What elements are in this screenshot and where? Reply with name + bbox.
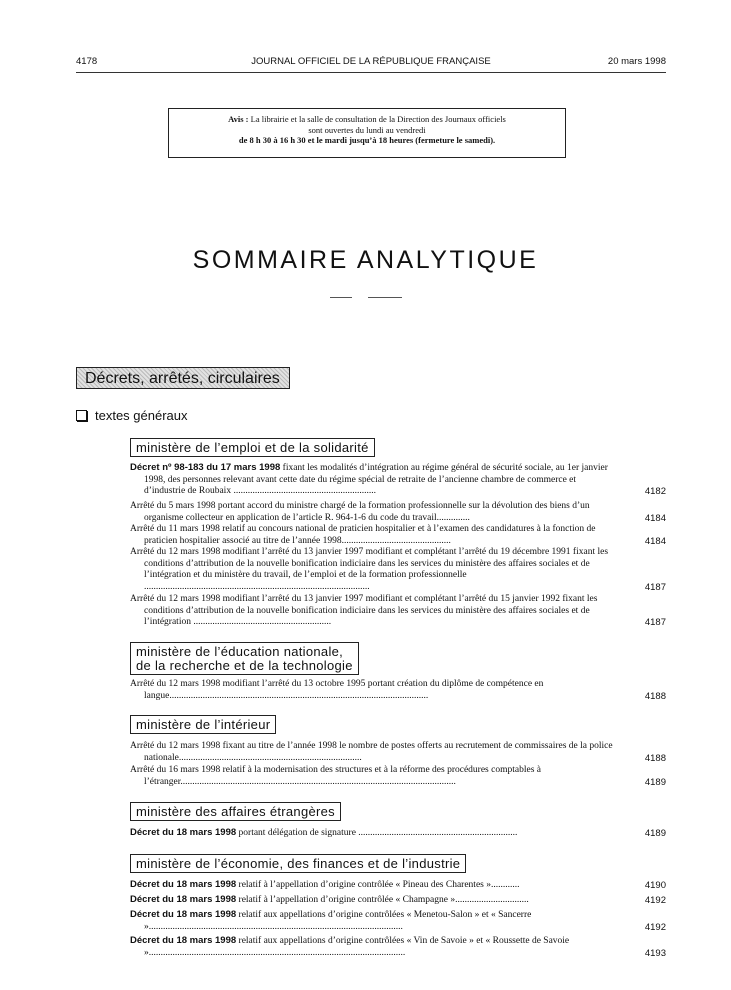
notice-line-2: sont ouvertes du lundi au vendredi: [308, 124, 426, 135]
entry-page: 4188: [644, 690, 666, 702]
entry-page: 4192: [644, 895, 666, 906]
entry-text: Arrêté du 12 mars 1998 fixant au titre de l’année 1998 le nombre de postes offerts au recrutement de commissaires de la police nationale.............................................................................: [130, 741, 613, 763]
page-title: SOMMAIRE ANALYTIQUE: [192, 246, 539, 274]
entry-bold: Décret du 18 mars 1998: [130, 909, 237, 920]
entry-text: relatif aux appellations d’origine contrôlées « Vin de Savoie » et « Roussette de Savoie »............................................................................................................: [144, 936, 570, 958]
ministry-heading-economie: ministère de l’économie, des finances et de l’industrie: [130, 854, 466, 873]
entry-text: relatif à l’appellation d’origine contrôlée « Champagne »...............................: [236, 895, 529, 905]
notice-line-1: La librairie et la salle de consultation de la Direction des Journaux officiels: [250, 114, 506, 124]
entry-bold: Décret nº 98-183 du 17 mars 1998: [130, 462, 281, 473]
entry-page: 4189: [644, 828, 666, 839]
entry-page: 4193: [644, 947, 666, 959]
entry-bold: Décret du 18 mars 1998: [130, 827, 237, 838]
ministry-heading-emploi: ministère de l’emploi et de la solidarité: [130, 438, 375, 457]
entry-page: 4184: [644, 512, 666, 524]
entry-page: 4182: [644, 486, 666, 497]
subsection-heading: [76, 408, 188, 423]
entry-text: relatif aux appellations d’origine contrôlées « Menetou-Salon » et « Sancerre »...........................................................................................................: [144, 910, 532, 932]
title-ornament-left: [330, 297, 352, 298]
journal-title: JOURNAL OFFICIEL DE LA RÉPUBLIQUE FRANÇAISE: [251, 56, 491, 67]
entry-text: Arrêté du 12 mars 1998 modifiant l’arrêté du 13 octobre 1995 portant création du diplôme de compétence en langue.............................................................................................................: [130, 679, 544, 701]
list-item: [130, 879, 666, 892]
ministry-heading-affaires-etrangeres: ministère des affaires étrangères: [130, 802, 341, 821]
entry-page: 4187: [644, 581, 666, 593]
entry-page: 4189: [644, 776, 666, 788]
entry-text: Arrêté du 11 mars 1998 relatif au concours national de praticien hospitalier et à l’examen des candidatures à la fonction de praticien hospitalier associé au titre de l’année 1998..............................................: [130, 524, 596, 546]
list-item: [130, 827, 666, 840]
entry-text: portant délégation de signature ...................................................................: [236, 828, 518, 838]
list-item: [130, 935, 666, 959]
entry-page: 4184: [644, 535, 666, 547]
section-heading: Décrets, arrêtés, circulaires: [76, 367, 290, 389]
page-header: [76, 56, 666, 70]
list-item: [130, 740, 666, 764]
list-item: [130, 764, 666, 788]
list-item: [130, 523, 666, 547]
entry-page: 4188: [644, 752, 666, 764]
list-item: [130, 894, 666, 907]
entry-bold: Décret du 18 mars 1998: [130, 894, 237, 905]
entry-text: Arrêté du 16 mars 1998 relatif à la modernisation des structures et à la réforme des procédures comptables à l’étranger....................................................................................................................: [130, 765, 541, 787]
entry-text: fixant les modalités d’intégration au régime général de sécurité sociale, au 1er janvier 1998, des personnes relevant avant cette date du régime spécial de retraite de l’ancienne chambre de commerce et d’industrie de Roubaix ............................................................: [144, 463, 608, 496]
entry-bold: Décret du 18 mars 1998: [130, 879, 237, 890]
notice-label: Avis :: [228, 114, 249, 124]
header-divider: [76, 72, 666, 73]
entry-bold: Décret du 18 mars 1998: [130, 935, 237, 946]
list-item: [130, 909, 666, 933]
list-item: [130, 593, 666, 629]
ministry-heading-education: [130, 642, 359, 675]
list-item: [130, 462, 666, 498]
page-number: 4178: [76, 56, 98, 67]
notice-box: [168, 108, 566, 158]
ministry-heading-line-2: de la recherche et de la technologie: [136, 658, 353, 673]
list-item: [130, 678, 666, 702]
subsection-label: textes généraux: [95, 408, 188, 423]
entry-text: Arrêté du 12 mars 1998 modifiant l’arrêté du 13 janvier 1997 modifiant et complétant l’arrêté du 19 décembre 1991 fixant les conditions d’attribution de la nouvelle bonification indiciaire dans les services du ministère des affaires sociales et de l’intégration et du ministère du travail, de l’emploi et de la formation professionnelle ...............................................................................................: [130, 547, 609, 592]
issue-date: 20 mars 1998: [607, 56, 666, 67]
entry-page: 4187: [644, 617, 666, 628]
ministry-heading-line-1: ministère de l’éducation nationale,: [136, 644, 344, 659]
list-item: [130, 546, 666, 593]
entry-page: 4190: [644, 880, 666, 891]
entry-text: Arrêté du 12 mars 1998 modifiant l’arrêté du 13 janvier 1997 modifiant et complétant l’arrêté du 15 janvier 1992 fixant les conditions d’attribution de la nouvelle bonification indiciaire dans les services du ministère des affaires sociales et de l’intégration ..........................................................: [130, 594, 598, 627]
notice-line-3: de 8 h 30 à 16 h 30 et le mardi jusqu’à 18 heures (fermeture le samedi).: [238, 135, 496, 145]
list-item: [130, 500, 666, 524]
entry-text: relatif à l’appellation d’origine contrôlée « Pineau des Charentes »............: [236, 880, 520, 890]
checkbox-square-icon: [76, 410, 87, 421]
entry-text: Arrêté du 5 mars 1998 portant accord du ministre chargé de la formation professionnelle sur la dévolution des biens d’un organisme collecteur en application de l’article R. 964-1-6 du code du travail..............: [130, 501, 590, 523]
ministry-heading-interieur: ministère de l’intérieur: [130, 715, 276, 734]
entry-page: 4192: [644, 921, 666, 933]
title-ornament-right: [368, 297, 402, 298]
